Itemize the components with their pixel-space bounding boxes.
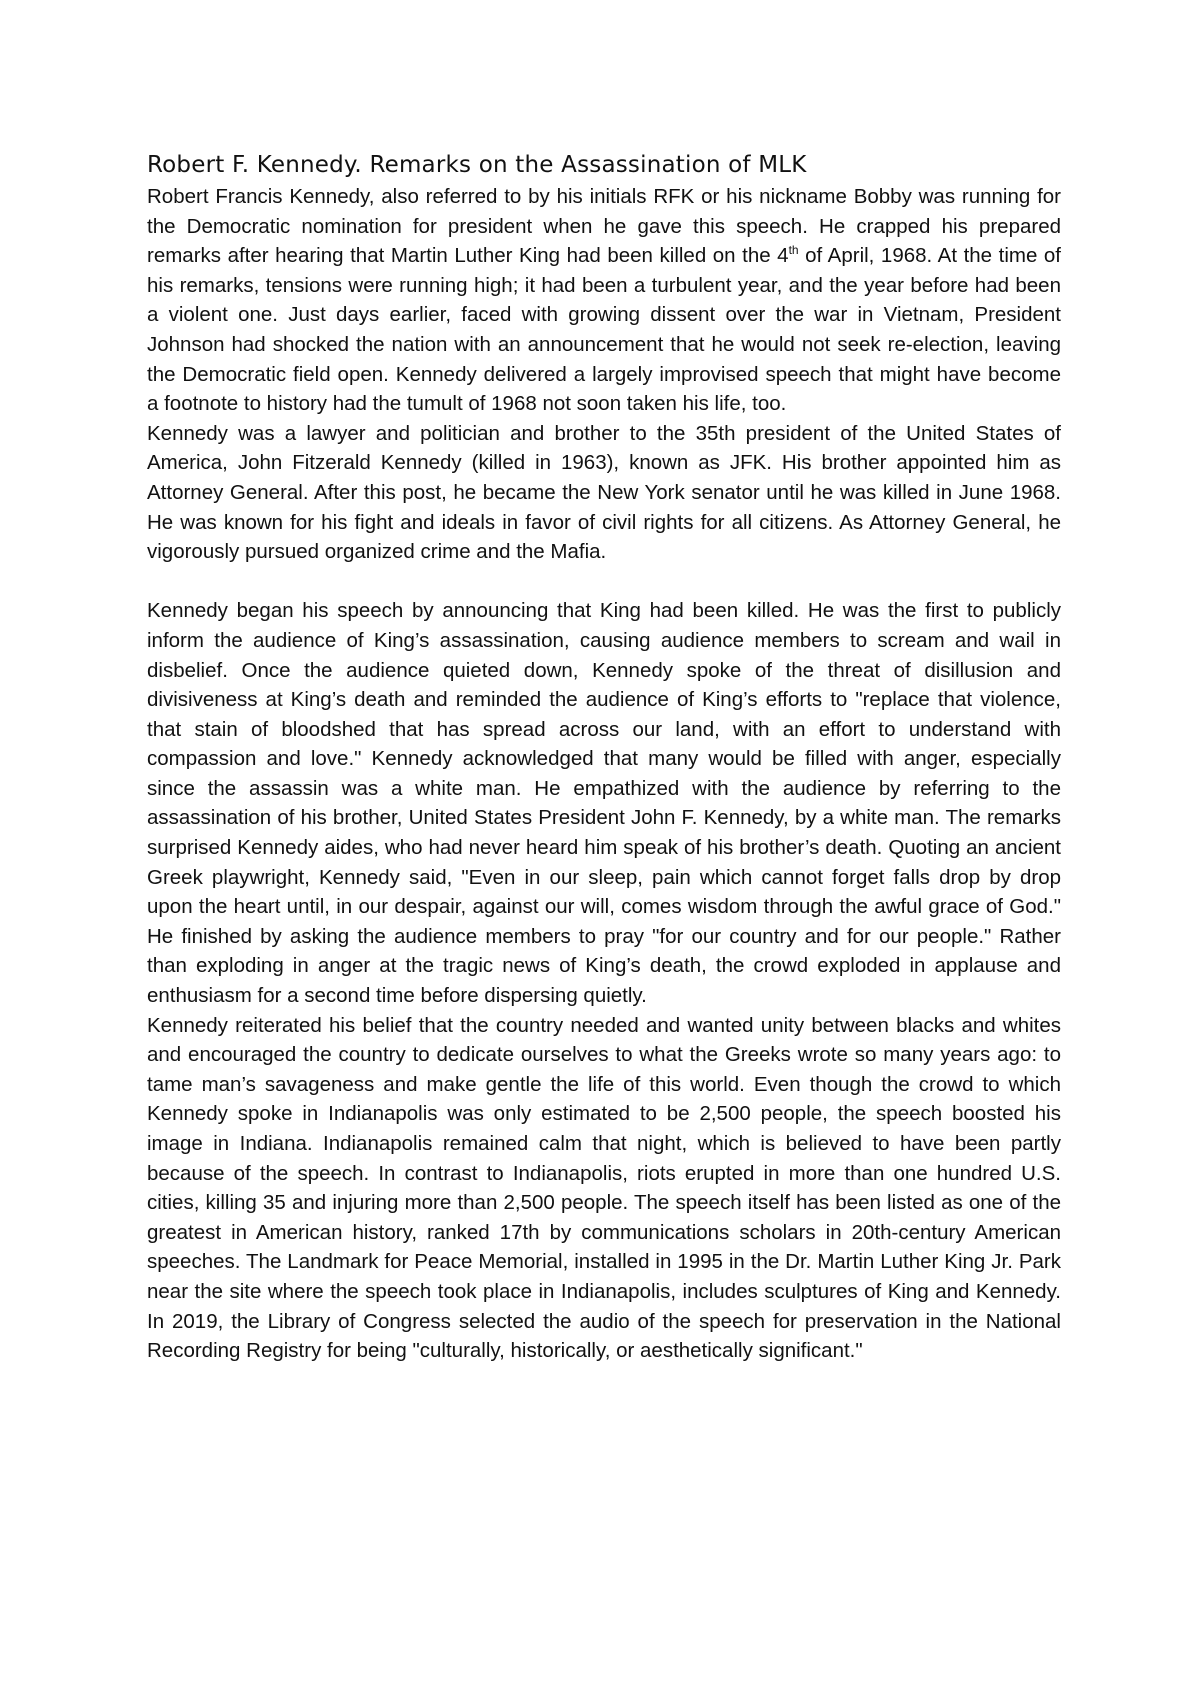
document-title: Robert F. Kennedy. Remarks on the Assassination of MLK xyxy=(147,152,807,178)
paragraph-spacer xyxy=(147,567,1061,597)
paragraph-intro xyxy=(147,182,1061,419)
paragraph-intro-text: Robert Francis Kennedy, also referred to by his initials RFK or his nickname Bobby was running for the Democratic nomination for president when he gave this speech. He crapped his prepared remarks after hearing that Martin Luther King had been killed on the 4 xyxy=(147,185,1061,268)
document-body xyxy=(147,148,1061,1366)
paragraph-biography: Kennedy was a lawyer and politician and brother to the 35th president of the United States of America, John Fitzerald Kennedy (killed in 1963), known as JFK. His brother appointed him as Attorney General. After this post, he became the New York senator until he was killed in June 1968. He was known for his fight and ideals in favor of civil rights for all citizens. As Attorney General, he vigorously pursued organized crime and the Mafia. xyxy=(147,421,1061,564)
paragraph-intro-text-continued: of April, 1968. At the time of his remarks, tensions were running high; it had been a turbulent year, and the year before had been a violent one. Just days earlier, faced with growing dissent over the war in Vietnam, President Johnson had shocked the nation with an announcement that he would not seek re-election, leaving the Democratic field open. Kennedy delivered a largely improvised speech that might have become a footnote to history had the tumult of 1968 not soon taken his life, too. xyxy=(147,244,1061,416)
paragraph-speech: Kennedy began his speech by announcing that King had been killed. He was the first to publicly inform the audience of King’s assassination, causing audience members to scream and wail in disbelief. Once the audience quieted down, Kennedy spoke of the threat of disillusion and divisiveness at King’s death and reminded the audience of King’s efforts to "replace that violence, that stain of bloodshed that has spread across our land, with an effort to understand with compassion and love." Kennedy acknowledged that many would be filled with anger, especially since the assassin was a white man. He empathized with the audience by referring to the assassination of his brother, United States President John F. Kennedy, by a white man. The remarks surprised Kennedy aides, who had never heard him speak of his brother’s death. Quoting an ancient Greek playwright, Kennedy said, "Even in our sleep, pain which cannot forget falls drop by drop upon the heart until, in our despair, against our will, comes wisdom through the awful grace of God." He finished by asking the audience members to pray "for our country and for our people." Rather than exploding in anger at the tragic news of King’s death, the crowd exploded in applause and enthusiasm for a second time before dispersing quietly. xyxy=(147,599,1061,1008)
ordinal-superscript: th xyxy=(788,243,799,258)
paragraph-legacy: Kennedy reiterated his belief that the country needed and wanted unity between blacks and whites and encouraged the country to dedicate ourselves to what the Greeks wrote so many years ago: to tame man’s savageness and make gentle the life of this world. Even though the crowd to which Kennedy spoke in Indianapolis was only estimated to be 2,500 people, the speech boosted his image in Indiana. Indianapolis remained calm that night, which is believed to have been partly because of the speech. In contrast to Indianapolis, riots erupted in more than one hundred U.S. cities, killing 35 and injuring more than 2,500 people. The speech itself has been listed as one of the greatest in American history, ranked 17th by communications scholars in 20th-century American speeches. The Landmark for Peace Memorial, installed in 1995 in the Dr. Martin Luther King Jr. Park near the site where the speech took place in Indianapolis, includes sculptures of King and Kennedy. In 2019, the Library of Congress selected the audio of the speech for preservation in the National Recording Registry for being "culturally, historically, or aesthetically significant." xyxy=(147,1013,1061,1363)
